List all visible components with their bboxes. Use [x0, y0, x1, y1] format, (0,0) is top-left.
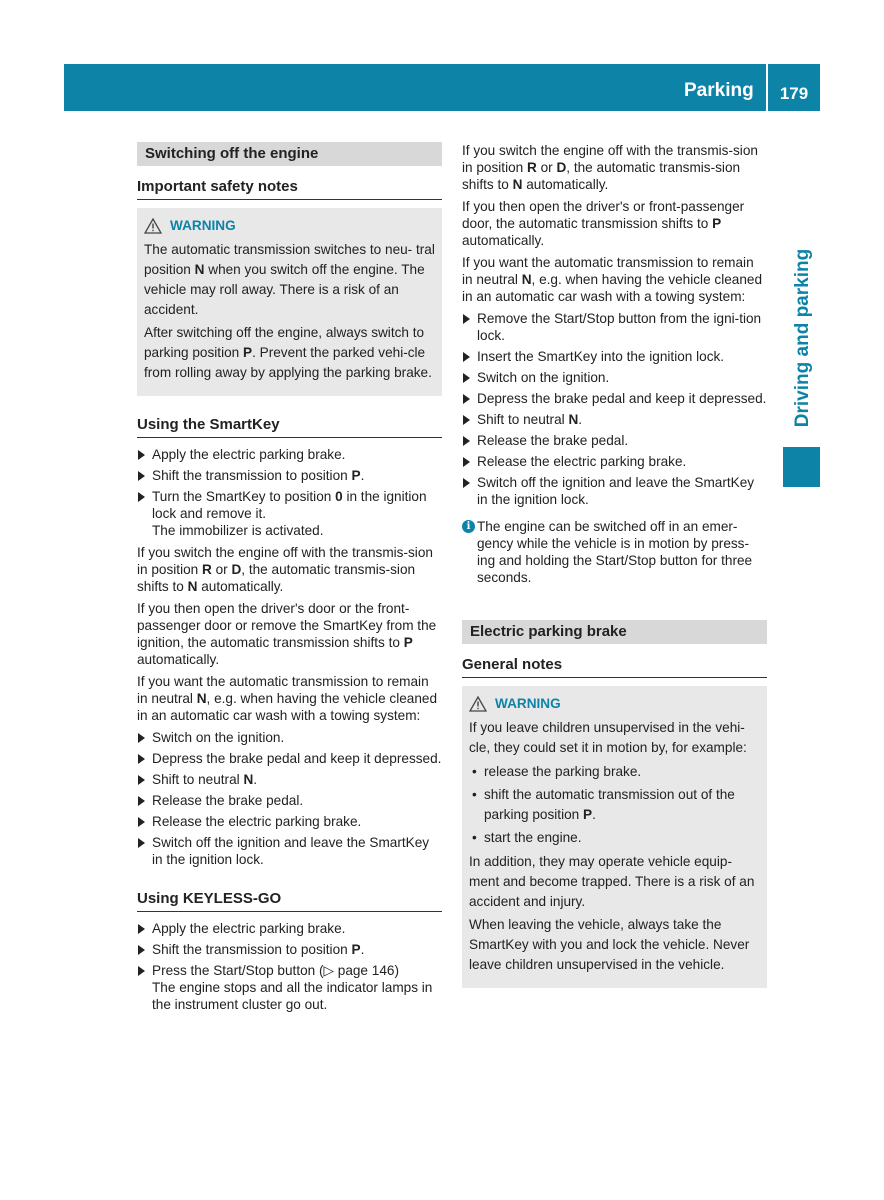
list-item: Release the brake pedal. [137, 792, 442, 809]
list-item: Press the Start/Stop button (▷ page 146) The engine stops and all the indicator lamps in the instrument cluster go out. [137, 962, 442, 1013]
right-column [462, 142, 767, 988]
warning-box [137, 208, 442, 396]
list-item: Shift to neutral N. [462, 411, 767, 428]
warning-text: If you leave children unsupervised in the vehi-cle, they could set it in motion by, for example: [469, 720, 747, 755]
page-title: Parking [684, 80, 754, 101]
list-item: Shift the transmission to position P. [137, 467, 442, 484]
list-item: Switch on the ignition. [137, 729, 442, 746]
bullet-list [469, 762, 760, 848]
subsection-heading: General notes [462, 656, 767, 678]
arrow-bullet-icon [463, 373, 470, 383]
list-item: Shift the transmission to position P. [137, 941, 442, 958]
body-paragraph: If you then open the driver's or front-passenger door, the automatic transmission shifts to P automatically. [462, 199, 745, 248]
body-paragraph: If you want the automatic transmission to remain in neutral N, e.g. when having the vehicle cleaned in an automatic car wash with a towing system: [462, 255, 763, 304]
subsection-heading: Using the SmartKey [137, 416, 442, 438]
body-paragraph: If you switch the engine off with the transmis-sion in position R or D, the automatic transmis-sion shifts to N automatically. [462, 143, 758, 192]
step-list [137, 446, 442, 539]
info-note: i The engine can be switched off in an emer-gency while the vehicle is in motion by press-ing and holding the Start/Stop button for three seconds. [462, 518, 767, 586]
list-item: Switch on the ignition. [462, 369, 767, 386]
list-item: • shift the automatic transmission out of the parking position P. [469, 785, 760, 825]
warning-text: In addition, they may operate vehicle equip-ment and become trapped. There is a risk of an accident and injury. [469, 854, 755, 909]
section-title: Electric parking brake [462, 620, 767, 644]
list-item: Apply the electric parking brake. [137, 446, 442, 463]
arrow-bullet-icon [138, 754, 145, 764]
list-item: Apply the electric parking brake. [137, 920, 442, 937]
left-column [137, 142, 442, 1018]
arrow-bullet-icon [138, 492, 145, 502]
warning-box [462, 686, 767, 988]
arrow-bullet-icon [463, 394, 470, 404]
warning-label: WARNING [495, 696, 561, 711]
side-tab-marker [783, 447, 820, 487]
arrow-bullet-icon [138, 733, 145, 743]
arrow-bullet-icon [138, 450, 145, 460]
section-title: Switching off the engine [137, 142, 442, 166]
list-item: Insert the SmartKey into the ignition lock. [462, 348, 767, 365]
arrow-bullet-icon [463, 352, 470, 362]
body-paragraph: If you then open the driver's door or the front-passenger door or remove the SmartKey from the ignition, the automatic transmission shifts to P automatically. [137, 601, 437, 667]
arrow-bullet-icon [463, 478, 470, 488]
arrow-bullet-icon [138, 796, 145, 806]
warning-header [469, 694, 760, 714]
warning-text: When leaving the vehicle, always take the SmartKey with you and lock the vehicle. Never leave children unsupervised in the vehicle. [469, 917, 750, 972]
list-item: • release the parking brake. [469, 762, 760, 782]
warning-triangle-icon [469, 696, 487, 712]
arrow-bullet-icon [138, 838, 145, 848]
arrow-bullet-icon [138, 817, 145, 827]
list-item: Switch off the ignition and leave the SmartKey in the ignition lock. [462, 474, 767, 508]
step-list [137, 729, 442, 868]
list-item: Release the brake pedal. [462, 432, 767, 449]
body-paragraph: If you switch the engine off with the transmis-sion in position R or D, the automatic transmis-sion shifts to N automatically. [137, 545, 433, 594]
warning-header [144, 216, 435, 236]
subsection-heading: Using KEYLESS-GO [137, 890, 442, 912]
list-item: Remove the Start/Stop button from the igni-tion lock. [462, 310, 767, 344]
arrow-bullet-icon [463, 436, 470, 446]
list-item: Release the electric parking brake. [462, 453, 767, 470]
list-item: Switch off the ignition and leave the SmartKey in the ignition lock. [137, 834, 442, 868]
list-item: Release the electric parking brake. [137, 813, 442, 830]
arrow-bullet-icon [138, 924, 145, 934]
page-number: 179 [779, 84, 809, 103]
list-item: Depress the brake pedal and keep it depressed. [462, 390, 767, 407]
list-item: Turn the SmartKey to position 0 in the ignition lock and remove it. The immobilizer is activated. [137, 488, 442, 539]
step-list [462, 310, 767, 508]
warning-text: After switching off the engine, always switch to parking position P. Prevent the parked vehi-cle from rolling away by applying the parking brake. [144, 325, 432, 380]
step-list [137, 920, 442, 1013]
arrow-bullet-icon [138, 471, 145, 481]
arrow-bullet-icon [463, 457, 470, 467]
list-item: • start the engine. [469, 828, 760, 848]
arrow-bullet-icon [138, 775, 145, 785]
body-paragraph: If you want the automatic transmission to remain in neutral N, e.g. when having the vehicle cleaned in an automatic car wash with a towing system: [137, 674, 438, 723]
info-icon: i [462, 520, 475, 533]
warning-text: The automatic transmission switches to neu- tral position N when you switch off the engine. The vehicle may roll away. There is a risk of an accident. [144, 242, 435, 317]
arrow-bullet-icon [463, 415, 470, 425]
list-item: Depress the brake pedal and keep it depressed. [137, 750, 442, 767]
warning-label: WARNING [170, 218, 236, 233]
side-tab-label: Driving and parking [792, 248, 813, 428]
warning-triangle-icon [144, 218, 162, 234]
subsection-heading: Important safety notes [137, 178, 442, 200]
arrow-bullet-icon [138, 945, 145, 955]
list-item: Shift to neutral N. [137, 771, 442, 788]
arrow-bullet-icon [138, 966, 145, 976]
arrow-bullet-icon [463, 314, 470, 324]
